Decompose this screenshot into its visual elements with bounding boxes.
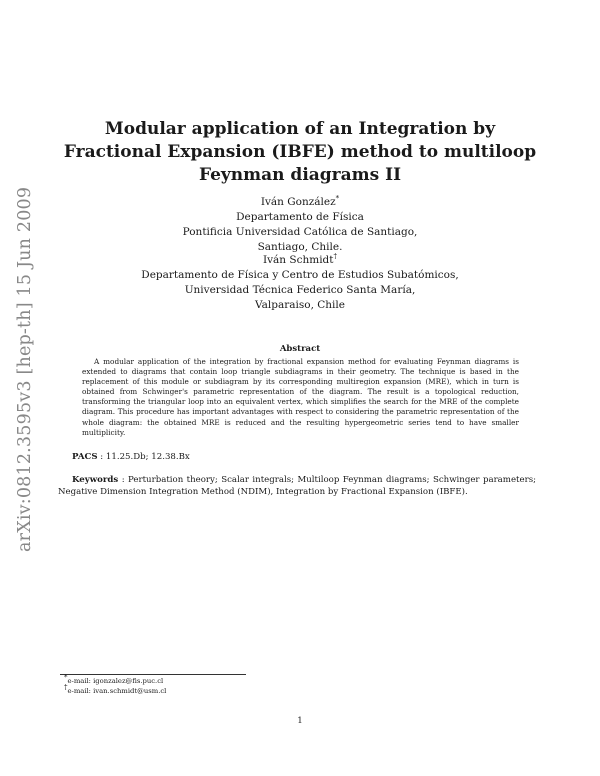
page-number: 1 — [297, 716, 303, 726]
affiliation-line: Pontificia Universidad Católica de Santiago, — [182, 226, 418, 238]
pacs-value: : 11.25.Db; 12.38.Bx — [100, 452, 190, 462]
affiliation-line: Santiago, Chile. — [257, 241, 343, 253]
footnote-rule — [60, 674, 246, 675]
keywords-paragraph — [58, 474, 536, 498]
paper-title: Modular application of an Integration by Fractional Expansion (IBFE) method to multiloop Feynman diagrams II — [63, 119, 537, 185]
author-name: Iván Schmidt† — [262, 252, 338, 266]
author-block-2 — [90, 253, 510, 313]
footnote-1: *e-mail: igonzalez@fis.puc.cl — [64, 673, 164, 685]
pacs-label: PACS — [72, 452, 98, 462]
keywords-label: Keywords — [72, 475, 119, 485]
author-footnote-mark: * — [335, 194, 340, 203]
affiliation-line: Departamento de Física y Centro de Estudios Subatómicos, — [141, 269, 459, 281]
pacs-line — [72, 451, 532, 463]
affiliation-line: Universidad Técnica Federico Santa María, — [184, 284, 416, 296]
keywords-value: : Perturbation theory; Scalar integrals; Multiloop Feynman diagrams; Schwinger parameters; Negative Dimension Integration Method (NDIM), Integration by Fractional Expansion (IBFE). — [58, 475, 536, 497]
abstract-text: A modular application of the integration by fractional expansion method for evaluating Feynman diagrams is extended to diagrams that contain loop triangle subdiagrams in their geometry. The technique is based in the replacement of this module or subdiagram by its corresponding multiregion expansion (MRE), which in turn is obtained from Schwinger's parametric representation of the diagram. The result is a topological reduction, transforming the triangular loop into an equivalent vertex, which simplifies the search for the MRE of the complete diagram. This procedure has important advantages with respect to considering the parametric representation of the whole diagram: the obtained MRE is reduced and the resulting hypergeometric series tend to have smaller multiplicity. — [82, 357, 519, 437]
footnote-2: †e-mail: ivan.schmidt@usm.cl — [64, 683, 167, 695]
affiliation-line: Departamento de Física — [236, 211, 364, 223]
author-block-1 — [90, 195, 510, 255]
arxiv-stamp: arXiv:0812.3595v3 [hep-th] 15 Jun 2009 — [15, 186, 35, 552]
abstract-heading: Abstract — [279, 344, 321, 354]
author-footnote-mark: † — [333, 252, 338, 261]
affiliation-line: Valparaiso, Chile — [255, 299, 345, 311]
author-name: Iván González* — [260, 194, 340, 208]
